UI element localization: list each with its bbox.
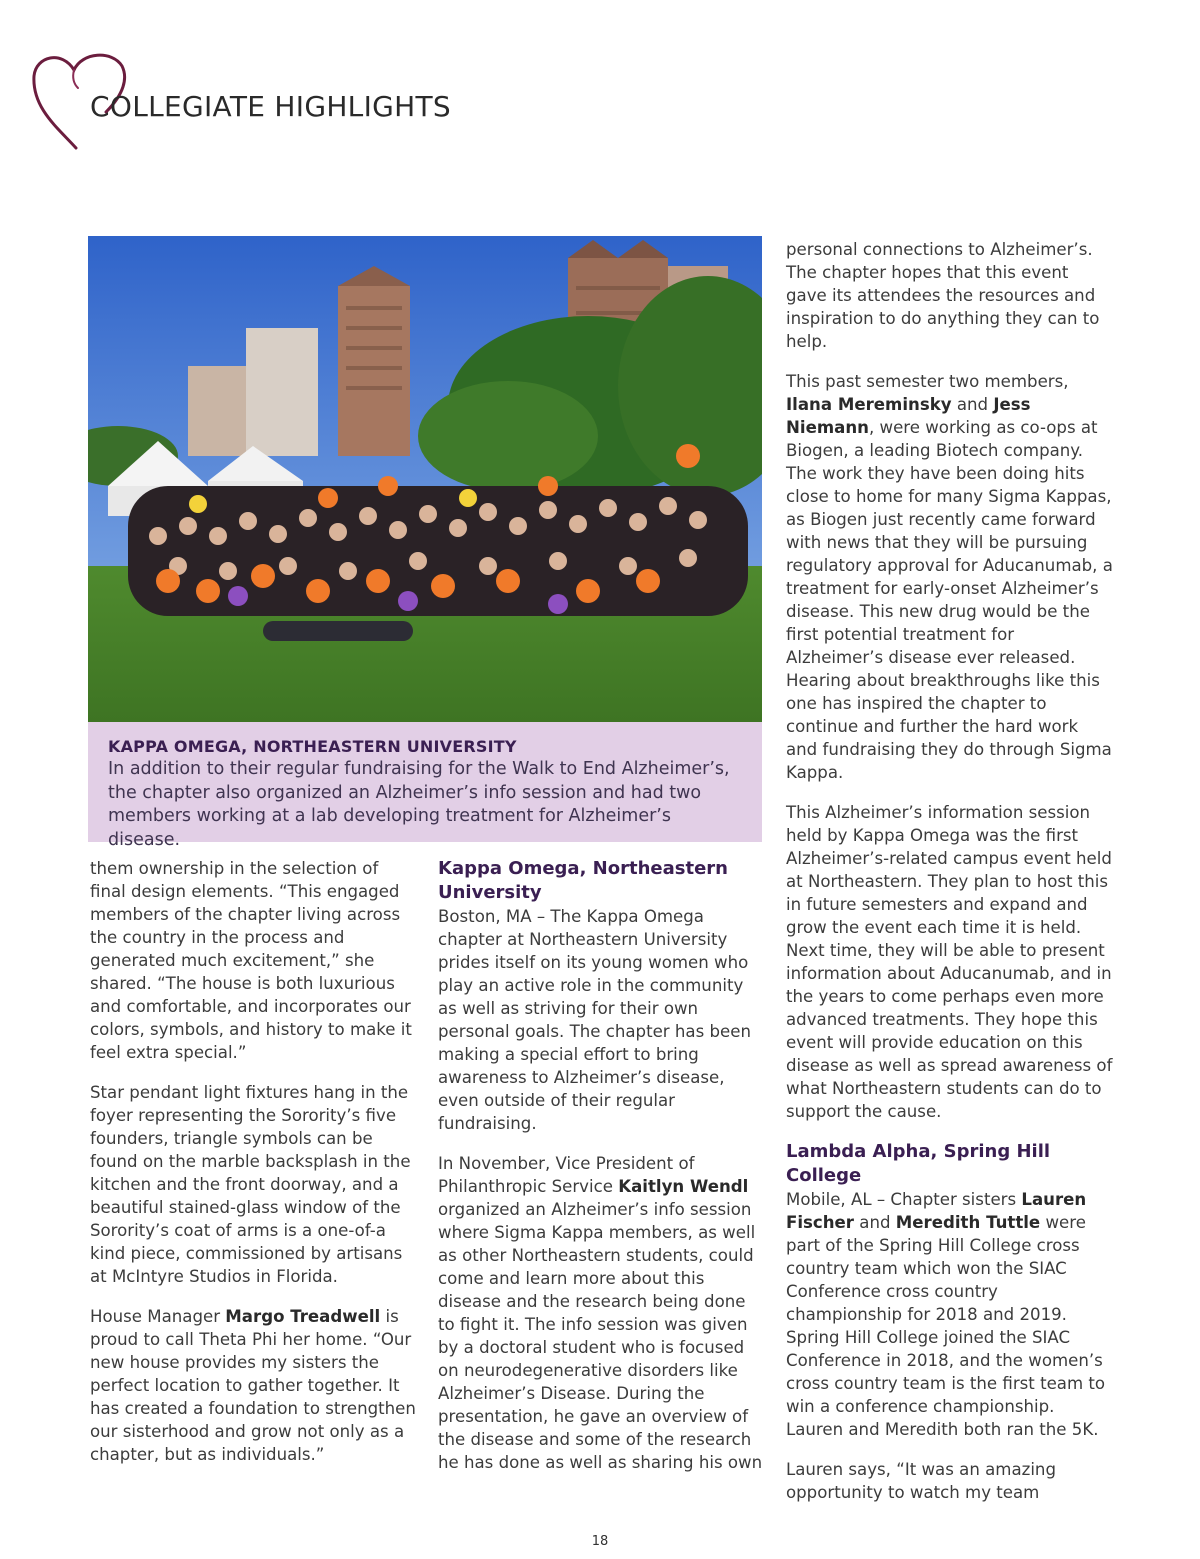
caption-text: In addition to their regular fundraising for the Walk to End Alzheimer’s, the chapter also organized an Alzheimer’s info session and had two members working at a lab developing treatment for Alzheimer’s disease. (108, 759, 730, 850)
paragraph: This Alzheimer’s information session held by Kappa Omega was the first Alzheimer’s-related campus event held at Northeastern. They plan to host this in future semesters and expand and grow the event each time it is held. Next time, they will be able to present information about Aducanumab, and in the years to come perhaps even more advanced treatments. They hope this event will provide education on this disease as well as spread awareness of what Northeastern students can do to support the cause. (786, 803, 1113, 1121)
column-1 (90, 857, 416, 1483)
page-title: COLLEGIATE HIGHLIGHTS (90, 90, 451, 123)
group-photo-image (88, 236, 762, 722)
photo-caption (88, 722, 762, 850)
column-2 (438, 857, 764, 1491)
person-name: Ilana Mereminsky (786, 395, 952, 414)
paragraph: Mobile, AL – Chapter sisters Lauren Fischer and Meredith Tuttle were part of the Spring Hill College cross country team which won the SIAC Conference cross country championship for 2018 and 2019. Spring Hill College joined the SIAC Conference in 2018, and the women’s cross country team is the first team to win a conference championship. Lauren and Meredith both ran the 5K. (786, 1190, 1106, 1439)
paragraph: Lauren says, “It was an amazing opportunity to watch my team (786, 1460, 1056, 1502)
paragraph: House Manager Margo Treadwell is proud to call Theta Phi her home. “Our new house provides my sisters the perfect location to gather together. It has created a foundation to strengthen our sisterhood and grow not only as a chapter, but as individuals.” (90, 1307, 416, 1464)
page-number: 18 (591, 1534, 609, 1549)
paragraph: In November, Vice President of Philanthropic Service Kaitlyn Wendl organized an Alzheimer’s info session where Sigma Kappa members, as well as other Northeastern students, could come and learn more about this disease and the research being done to fight it. The info session was given by a doctoral student who is focused on neurodegenerative disorders like Alzheimer’s Disease. During the presentation, he gave an overview of the disease and some of the research he has done as well as sharing his own (438, 1154, 763, 1472)
person-name: Lauren Fischer (786, 1190, 1087, 1232)
person-name: Jess Niemann (786, 395, 1031, 437)
paragraph: This past semester two members, Ilana Mereminsky and Jess Niemann, were working as co-ops at Biogen, a leading Biotech company. The work they have been doing hits close to home for many Sigma Kappas, as Biogen just recently came forward with news that they will be pursuing regulatory approval for Aducanumab, a treatment for early-onset Alzheimer’s disease. This new drug would be the first potential treatment for Alzheimer’s disease ever released. Hearing about breakthroughs like this one has inspired the chapter to continue and further the hard work and fundraising they do through Sigma Kappa. (786, 372, 1113, 782)
paragraph: personal connections to Alzheimer’s. The chapter hopes that this event gave its attendees the resources and inspiration to do anything they can to help. (786, 240, 1100, 351)
paragraph: Star pendant light fixtures hang in the foyer representing the Sorority’s five founders, triangle symbols can be found on the marble backsplash in the kitchen and the front doorway, and a beautiful stained-glass window of the Sorority’s coat of arms is a one-of-a kind piece, commissioned by artisans at McIntyre Studios in Florida. (90, 1083, 411, 1286)
person-name: Kaitlyn Wendl (618, 1177, 749, 1196)
person-name: Margo Treadwell (225, 1307, 381, 1326)
section-heading: Lambda Alpha, Spring Hill College (786, 1141, 1051, 1186)
paragraph: Boston, MA – The Kappa Omega chapter at Northeastern University prides itself on its young women who play an active role in the community as well as striving for their own personal goals. The chapter has been making a special effort to bring awareness to Alzheimer’s disease, even outside of their regular fundraising. (438, 907, 751, 1133)
column-3 (786, 238, 1114, 1521)
section-heading: Kappa Omega, Northeastern University (438, 858, 728, 903)
person-name: Meredith Tuttle (895, 1213, 1041, 1232)
caption-title: KAPPA OMEGA, NORTHEASTERN UNIVERSITY (108, 737, 517, 756)
paragraph: them ownership in the selection of final design elements. “This engaged members of the chapter living across the country in the process and generated much excitement,” she shared. “The house is both luxurious and comfortable, and incorporates our colors, symbols, and history to make it feel extra special.” (90, 859, 412, 1062)
